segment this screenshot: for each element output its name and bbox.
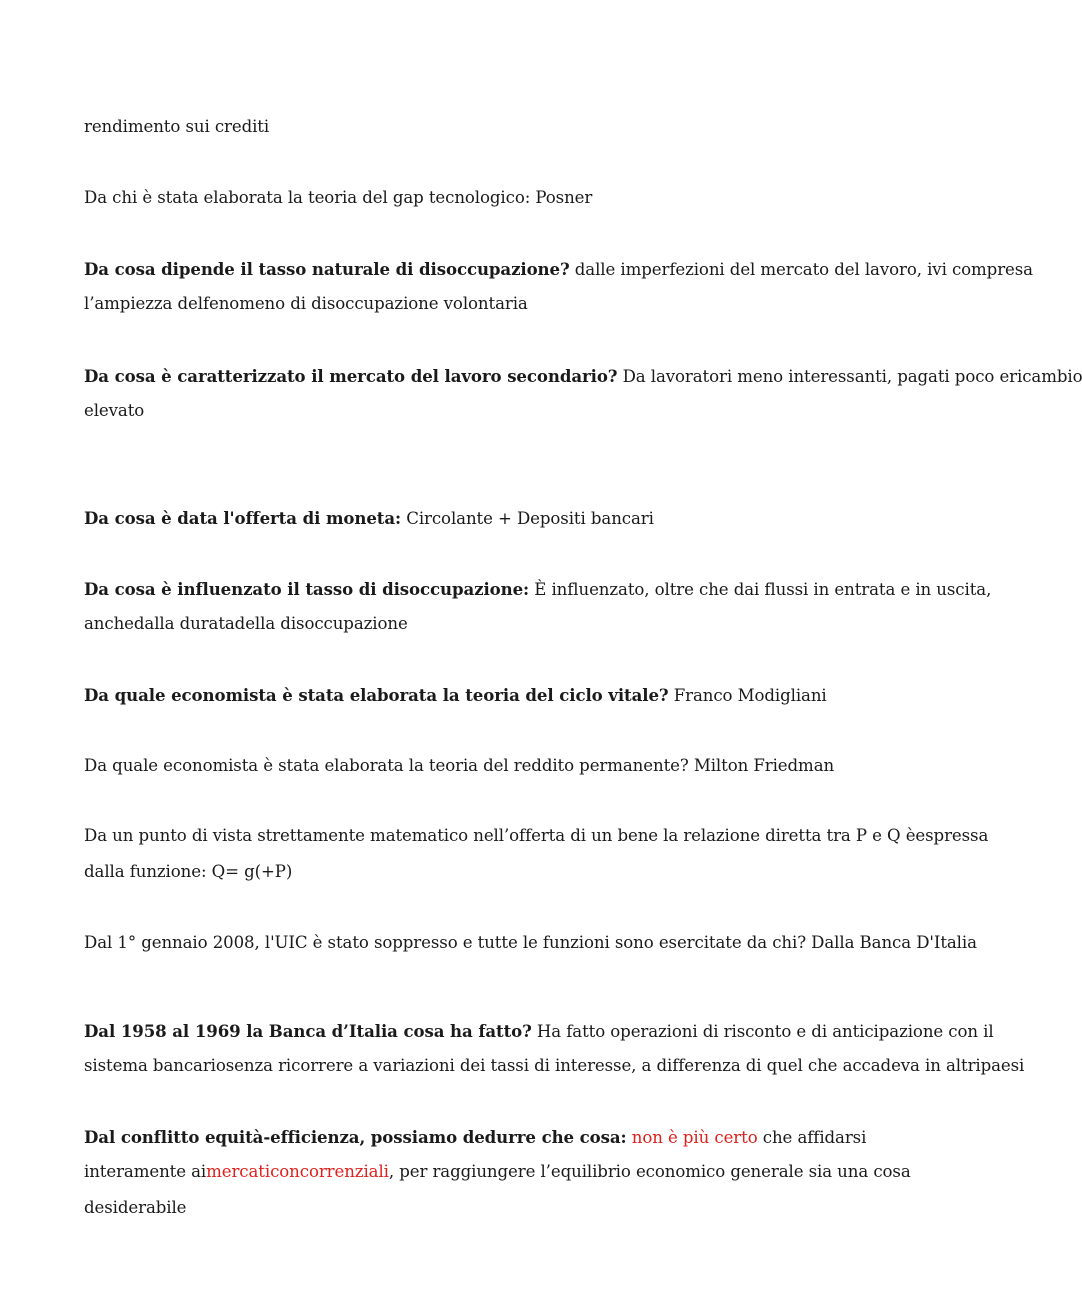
text-line	[84, 756, 834, 776]
text-line	[84, 1162, 911, 1182]
text-run: Da quale economista è stata elaborata la teoria del reddito permanente? Milton Friedman	[84, 756, 835, 775]
question-text: Da quale economista è stata elaborata la teoria del ciclo vitale?	[84, 685, 669, 705]
answer-text: desiderabile	[84, 1198, 187, 1217]
text-run: Da un punto di vista strettamente matematico nell’offerta di un bene la relazione diretta tra P e Q èespressa	[84, 826, 989, 845]
question-text: Da cosa è caratterizzato il mercato del lavoro secondario?	[84, 366, 618, 386]
text-line	[84, 862, 292, 882]
qa-question-line	[84, 259, 1033, 280]
question-text: Dal 1958 al 1969 la Banca d’Italia cosa ha fatto?	[84, 1021, 532, 1041]
text-line	[84, 188, 592, 208]
answer-text: sistema bancariosenza ricorrere a variazioni dei tassi di interesse, a differenza di quel che accadeva in altripaesi	[84, 1056, 1025, 1075]
text-line	[84, 1198, 186, 1218]
qa-question-line	[84, 685, 827, 706]
answer-text: che affidarsi	[757, 1128, 867, 1147]
answer-text: Ha fatto operazioni di risconto e di anticipazione con il	[531, 1022, 994, 1041]
highlighted-text: mercaticoncorrenziali	[206, 1162, 389, 1181]
answer-text: dalle imperfezioni del mercato del lavoro, ivi compresa	[569, 260, 1033, 279]
answer-text: anchedalla duratadella disoccupazione	[84, 614, 408, 633]
text-line	[84, 1056, 1024, 1076]
text-line	[84, 117, 269, 137]
text-line	[84, 294, 528, 314]
highlighted-text: non è più certo	[631, 1128, 758, 1147]
qa-question-line	[84, 1021, 994, 1042]
answer-text: l’ampiezza delfenomeno di disoccupazione volontaria	[84, 294, 528, 313]
answer-text: interamente ai	[84, 1162, 207, 1181]
answer-text: È influenzato, oltre che dai flussi in entrata e in uscita,	[529, 580, 992, 599]
qa-question-line	[84, 508, 654, 529]
answer-text: Franco Modigliani	[668, 686, 827, 705]
answer-text: Da lavoratori meno interessanti, pagati poco ericambio	[617, 367, 1082, 386]
question-text: Da cosa è influenzato il tasso di disoccupazione:	[84, 579, 530, 599]
text-run: Da chi è stata elaborata la teoria del gap tecnologico: Posner	[84, 188, 593, 207]
text-run: dalla funzione: Q= g(+P)	[84, 862, 293, 881]
answer-text: Circolante + Depositi bancari	[401, 509, 654, 528]
text-run: Dal 1° gennaio 2008, l'UIC è stato soppresso e tutte le funzioni sono esercitate da chi? Dalla Banca D'Italia	[84, 933, 977, 952]
question-text: Dal conflitto equità-efficienza, possiamo dedurre che cosa:	[84, 1127, 627, 1147]
question-text: Da cosa è data l'offerta di moneta:	[84, 508, 402, 528]
answer-text: elevato	[84, 401, 145, 420]
text-run: rendimento sui crediti	[84, 117, 270, 136]
answer-text: , per raggiungere l’equilibrio economico generale sia una cosa	[388, 1162, 911, 1181]
qa-question-line	[84, 579, 991, 600]
qa-question-line	[84, 366, 1082, 387]
text-line	[84, 401, 144, 421]
question-text: Da cosa dipende il tasso naturale di disoccupazione?	[84, 259, 570, 279]
qa-question-line	[84, 1127, 866, 1148]
text-line	[84, 933, 977, 953]
text-line	[84, 826, 988, 846]
text-line	[84, 614, 408, 634]
